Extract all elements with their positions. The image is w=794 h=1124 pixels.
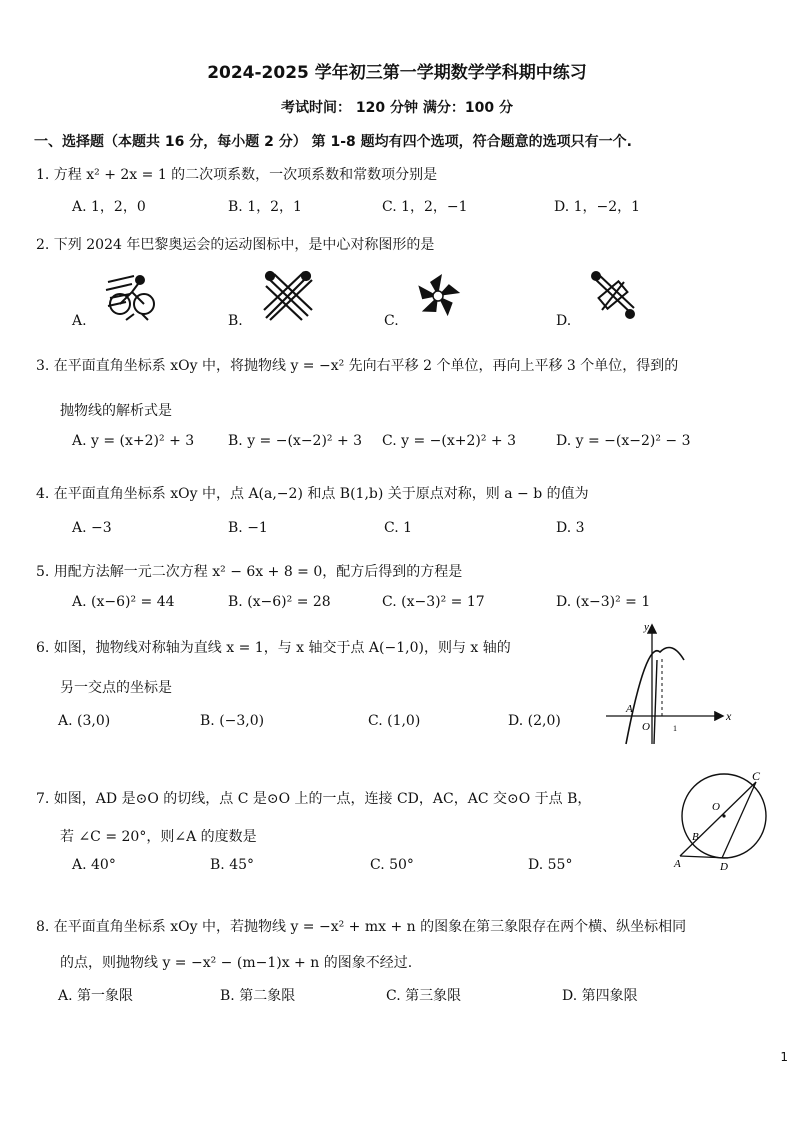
page-number: 1 bbox=[780, 1050, 788, 1064]
q4-option-b: B. −1 bbox=[228, 520, 268, 536]
q7-option-c: C. 50° bbox=[370, 857, 414, 873]
q5-option-c: C. (x−3)² = 17 bbox=[382, 594, 485, 610]
point-a-label: A bbox=[626, 703, 633, 715]
center-point bbox=[722, 814, 725, 817]
question-2-stem: 2. 下列 2024 年巴黎奥运会的运动图标中，是中心对称图形的是 bbox=[36, 237, 435, 253]
q6-option-c: C. (1,0) bbox=[368, 713, 421, 729]
question-1-stem: 1. 方程 x² + 2x = 1 的二次项系数，一次项系数和常数项分别是 bbox=[36, 167, 438, 183]
q6-option-a: A. (3,0) bbox=[58, 713, 111, 729]
q2-option-b: B. bbox=[228, 313, 243, 329]
q4-option-a: A. −3 bbox=[72, 520, 112, 536]
q4-option-d: D. 3 bbox=[556, 520, 585, 536]
point-c-label: C bbox=[752, 769, 761, 783]
point-d-label: D bbox=[720, 861, 728, 873]
point-a-label: A bbox=[674, 858, 681, 870]
tangent-line-ad bbox=[680, 856, 728, 858]
pinwheel-icon bbox=[412, 270, 464, 322]
fencing-icon bbox=[260, 268, 316, 324]
point-o-label: O bbox=[712, 801, 720, 813]
parabola-left-branch bbox=[654, 660, 657, 744]
q5-option-a: A. (x−6)² = 44 bbox=[72, 594, 175, 610]
q7-option-d: D. 55° bbox=[528, 857, 573, 873]
question-5-stem: 5. 用配方法解一元二次方程 x² − 6x + 8 = 0，配方后得到的方程是 bbox=[36, 564, 463, 580]
question-4-stem: 4. 在平面直角坐标系 xOy 中，点 A(a,−2) 和点 B(1,b) 关于原点对称，则 a − b 的值为 bbox=[36, 486, 589, 502]
weightlifting-icon bbox=[588, 270, 638, 322]
q2-option-c: C. bbox=[384, 313, 399, 329]
q8-option-c: C. 第三象限 bbox=[386, 988, 462, 1004]
question-8-stem-line1: 8. 在平面直角坐标系 xOy 中，若抛物线 y = −x² + mx + n 的图象在第三象限存在两个横、纵坐标相同 bbox=[36, 919, 687, 935]
q8-option-a: A. 第一象限 bbox=[58, 988, 134, 1004]
q7-option-b: B. 45° bbox=[210, 857, 255, 873]
question-7-stem-line2: 若 ∠C = 20°，则∠A 的度数是 bbox=[60, 829, 257, 845]
q6-option-d: D. (2,0) bbox=[508, 713, 561, 729]
exam-title: 2024-2025 学年初三第一学期数学学科期中练习 bbox=[207, 63, 587, 83]
q3-option-d: D. y = −(x−2)² − 3 bbox=[556, 433, 691, 449]
q7-option-a: A. 40° bbox=[72, 857, 116, 873]
question-7-stem-line1: 7. 如图，AD 是⊙O 的切线，点 C 是⊙O 上的一点，连接 CD，AC，AC 交⊙O 于点 B， bbox=[36, 791, 592, 807]
q3-option-c: C. y = −(x+2)² + 3 bbox=[382, 433, 516, 449]
question-6-stem-line2: 另一交点的坐标是 bbox=[60, 680, 172, 696]
origin-label: O bbox=[642, 721, 650, 733]
question-3-stem-line1: 3. 在平面直角坐标系 xOy 中，将抛物线 y = −x² 先向右平移 2 个单位，再向上平移 3 个单位，得到的 bbox=[36, 358, 679, 374]
q6-option-b: B. (−3,0) bbox=[200, 713, 265, 729]
chord-cd bbox=[722, 782, 756, 858]
circle-tangent-figure bbox=[670, 766, 770, 876]
secant-line-ac bbox=[680, 782, 756, 856]
point-b-label: B bbox=[692, 831, 699, 843]
q8-option-d: D. 第四象限 bbox=[562, 988, 638, 1004]
question-3-stem-line2: 抛物线的解析式是 bbox=[60, 403, 172, 419]
question-8-stem-line2: 的点，则抛物线 y = −x² − (m−1)x + n 的图象不经过. bbox=[60, 955, 413, 971]
parabola-figure bbox=[602, 620, 744, 750]
x-axis-label: x bbox=[726, 709, 732, 723]
section-heading: 一、选择题（本题共 16 分，每小题 2 分） 第 1-8 题均有四个选项，符合题意的选项只有一个. bbox=[34, 134, 632, 150]
q3-option-a: A. y = (x+2)² + 3 bbox=[72, 433, 195, 449]
tick-one-label: 1 bbox=[673, 724, 677, 733]
y-axis-label: y bbox=[644, 621, 649, 633]
q2-option-d: D. bbox=[556, 313, 572, 329]
q3-option-b: B. y = −(x−2)² + 3 bbox=[228, 433, 363, 449]
cycling-icon bbox=[104, 270, 160, 322]
q1-option-c: C. 1，2，−1 bbox=[382, 199, 468, 215]
q4-option-c: C. 1 bbox=[384, 520, 413, 536]
q1-option-d: D. 1，−2，1 bbox=[554, 199, 641, 215]
q1-option-a: A. 1，2，0 bbox=[72, 199, 146, 215]
q2-option-a: A. bbox=[72, 313, 87, 329]
q8-option-b: B. 第二象限 bbox=[220, 988, 296, 1004]
q5-option-d: D. (x−3)² = 1 bbox=[556, 594, 651, 610]
q1-option-b: B. 1，2，1 bbox=[228, 199, 302, 215]
exam-time-and-score: 考试时间： 120 分钟 满分：100 分 bbox=[281, 100, 513, 116]
q5-option-b: B. (x−6)² = 28 bbox=[228, 594, 331, 610]
question-6-stem-line1: 6. 如图，抛物线对称轴为直线 x = 1，与 x 轴交于点 A(−1,0)，则与 x 轴的 bbox=[36, 640, 511, 656]
